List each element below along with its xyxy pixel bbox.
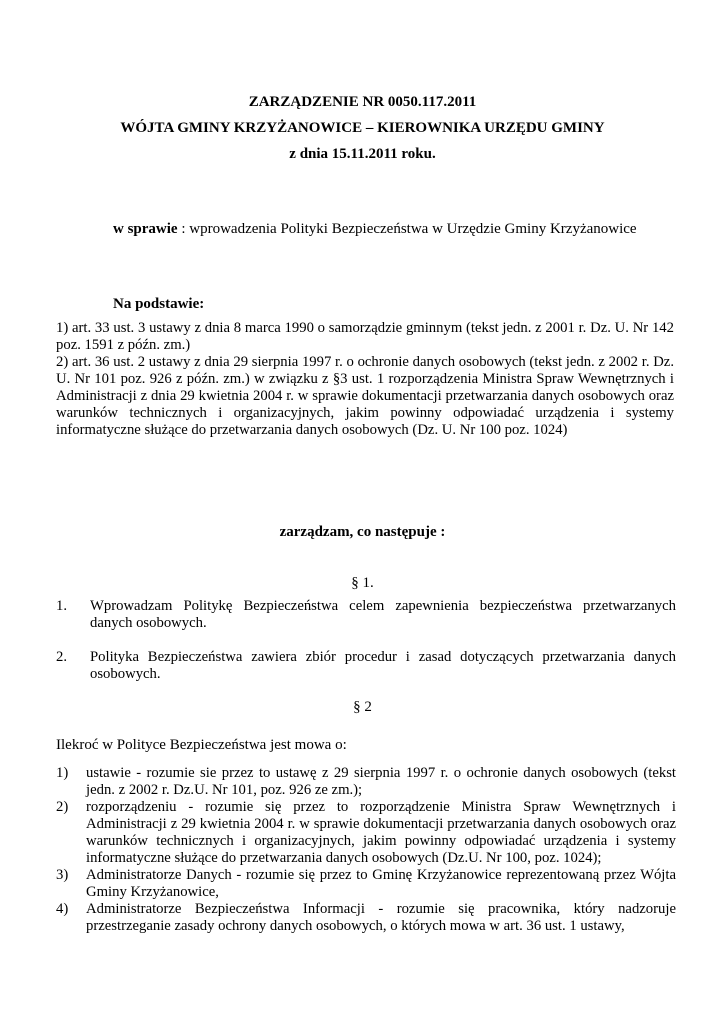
subject-label: w sprawie xyxy=(113,221,178,237)
decree-heading: zarządzam, co następuje : xyxy=(279,524,446,540)
list-item-text: Wprowadzam Politykę Bezpieczeństwa celem zapewnienia bezpieczeństwa przetwarzanych danych osobowych. xyxy=(90,598,676,631)
basis-heading: Na podstawie: xyxy=(113,296,205,312)
section-2-intro: Ilekroć w Polityce Bezpieczeństwa jest mowa o: xyxy=(56,737,347,753)
basis-item: 1) art. 33 ust. 3 ustawy z dnia 8 marca 1990 o samorządzie gminnym (tekst jedn. z 2001 r. Dz. U. Nr 142 poz. 1591 z późn. zm.) xyxy=(56,320,674,353)
basis-list xyxy=(56,320,674,439)
list-item xyxy=(56,649,676,683)
subject-line xyxy=(113,221,693,238)
section-2-heading: § 2 xyxy=(353,699,372,715)
list-item-number: 2. xyxy=(56,649,68,665)
list-item-number: 3) xyxy=(56,867,69,883)
list-item xyxy=(56,765,676,799)
list-item xyxy=(56,799,676,867)
list-item-text: Polityka Bezpieczeństwa zawiera zbiór procedur i zasad dotyczących przetwarzania danych osobowych. xyxy=(90,649,676,682)
section-1-list xyxy=(56,598,676,683)
list-item-text: rozporządzeniu - rozumie się przez to rozporządzenie Ministra Spraw Wewnętrznych i Administracji z 29 kwietnia 2004 r. w sprawie dokumentacji przetwarzania danych osobowych oraz warunków technicznych i organizacyjnych, jakim powinny odpowiadać urządzenia i systemy informatyczne służące do przetwarzania danych osobowych (Dz.U. Nr 100, poz. 1024); xyxy=(86,799,676,866)
list-item-text: ustawie - rozumie sie przez to ustawę z 29 sierpnia 1997 r. o ochronie danych osobowych (tekst jedn. z 2002 r. Dz.U. Nr 101, poz. 926 ze zm.); xyxy=(86,765,676,798)
list-item-text: Administratorze Bezpieczeństwa Informacji - rozumie się pracownika, który nadzoruje przestrzeganie zasady ochrony danych osobowych, o których mowa w art. 36 ust. 1 ustawy, xyxy=(86,901,676,934)
list-item xyxy=(56,598,676,632)
list-item-number: 4) xyxy=(56,901,69,917)
list-item xyxy=(56,867,676,901)
document-title: ZARZĄDZENIE NR 0050.117.2011 xyxy=(248,94,477,110)
section-1-heading: § 1. xyxy=(351,575,374,591)
list-item-number: 1. xyxy=(56,598,68,614)
list-item-number: 1) xyxy=(56,765,69,781)
subject-text: : wprowadzenia Polityki Bezpieczeństwa w Urzędzie Gminy Krzyżanowice xyxy=(177,221,637,237)
basis-item: 2) art. 36 ust. 2 ustawy z dnia 29 sierpnia 1997 r. o ochronie danych osobowych (tekst jedn. z 2002 r. Dz. U. Nr 101 poz. 926 z późn. zm.) w związku z §3 ust. 1 rozporządzenia Ministra Spraw Wewnętrznych i Administracji z dnia 29 kwietnia 2004 r. w sprawie dokumentacji przetwarzania danych osobowych oraz warunków technicznych i organizacyjnych, jakim powinny odpowiadać urządzenia i systemy informatyczne służące do przetwarzania danych osobowych (Dz. U. Nr 100 poz. 1024) xyxy=(56,354,674,438)
document-date: z dnia 15.11.2011 roku. xyxy=(289,146,436,162)
document-issuer: WÓJTA GMINY KRZYŻANOWICE – KIEROWNIKA URZĘDU GMINY xyxy=(120,120,605,136)
list-item-number: 2) xyxy=(56,799,69,815)
list-item-text: Administratorze Danych - rozumie się przez to Gminę Krzyżanowice reprezentowaną przez Wójta Gminy Krzyżanowice, xyxy=(86,867,676,900)
section-2-list xyxy=(56,765,676,935)
list-item xyxy=(56,901,676,935)
